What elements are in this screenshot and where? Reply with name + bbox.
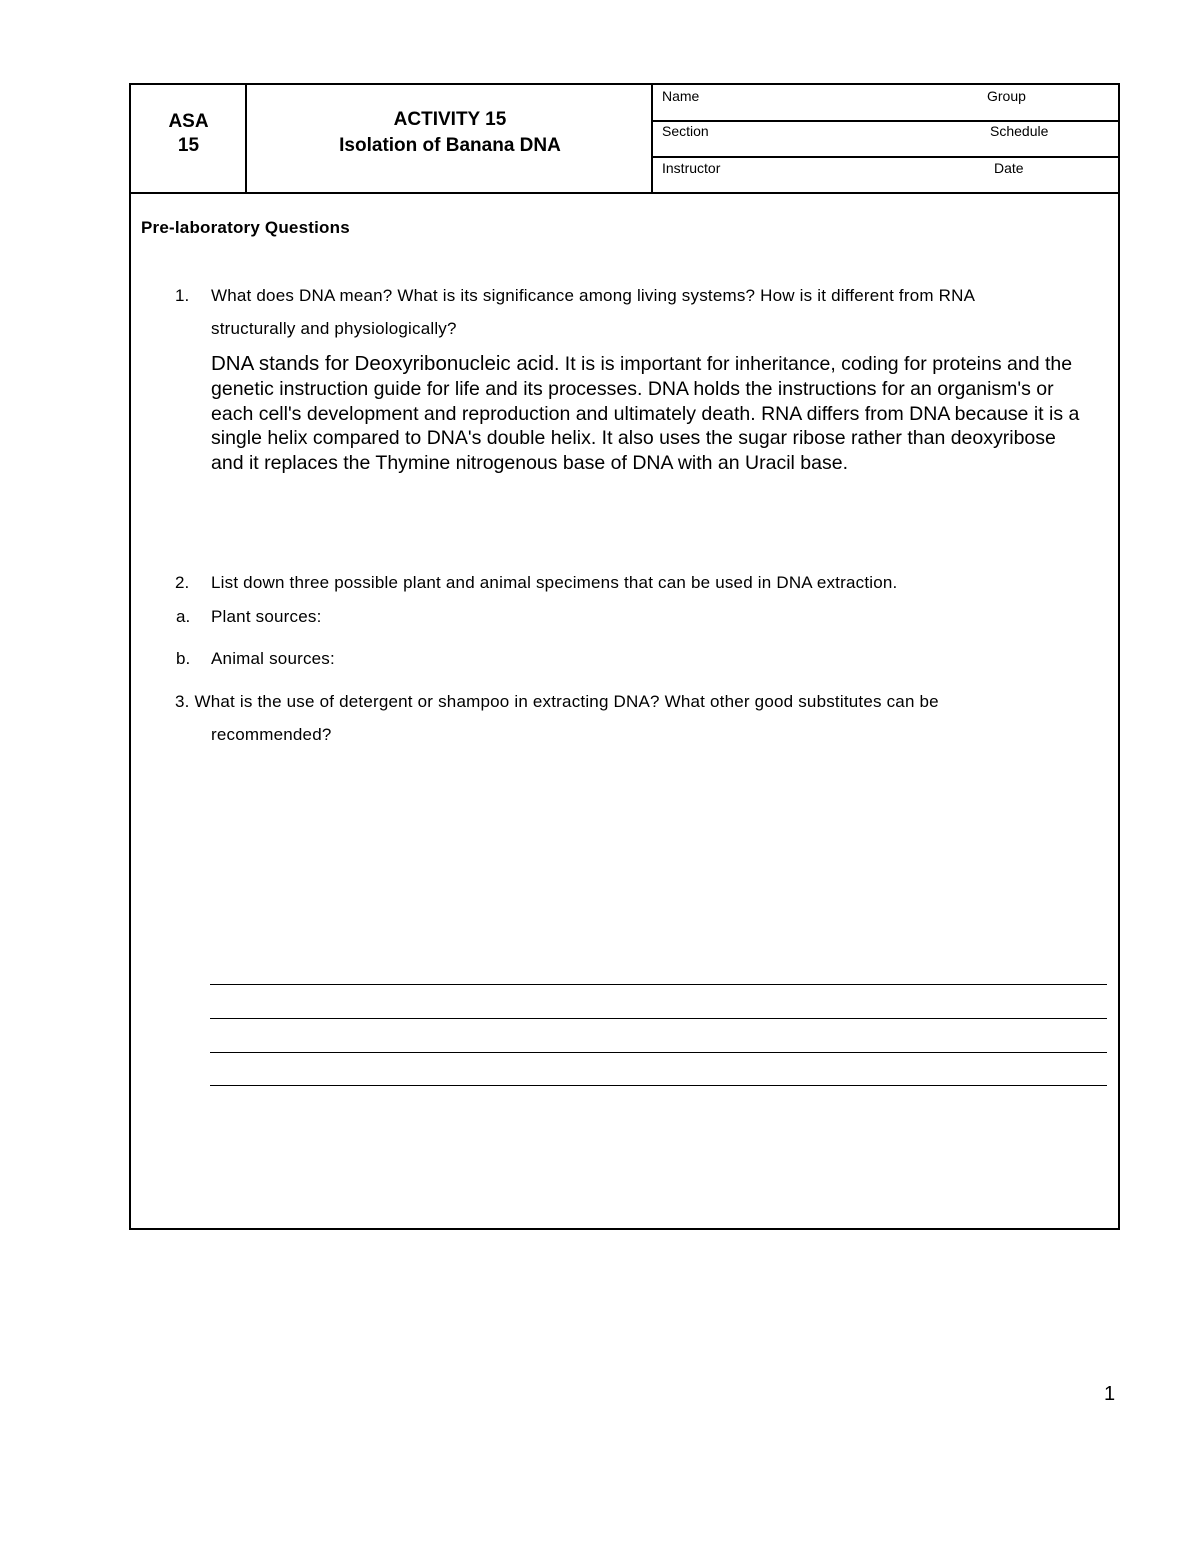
header-row-line-1 bbox=[652, 120, 1119, 122]
answer-1-lead: DNA stands for Deoxyribonucleic acid bbox=[211, 352, 554, 375]
answer-line[interactable] bbox=[210, 1052, 1107, 1053]
group-field-label[interactable]: Group bbox=[987, 88, 1026, 104]
question-2b-label: b. bbox=[176, 649, 191, 668]
page-number: 1 bbox=[1104, 1383, 1116, 1405]
question-1-line1: What does DNA mean? What is its significance among living systems? How is it different from RNA bbox=[211, 286, 976, 305]
activity-code-line2: 15 bbox=[177, 135, 200, 156]
name-field-label[interactable]: Name bbox=[662, 88, 700, 104]
activity-title bbox=[248, 107, 652, 159]
question-2b-text: Animal sources: bbox=[211, 649, 335, 668]
header-bottom-line bbox=[130, 192, 1119, 194]
activity-title-line2: Isolation of Banana DNA bbox=[339, 135, 561, 156]
question-3-line1: 3. What is the use of detergent or shampoo in extracting DNA? What other good substitutes can be bbox=[175, 692, 939, 711]
date-field-label[interactable]: Date bbox=[994, 160, 1024, 176]
question-1-number: 1. bbox=[175, 286, 190, 305]
question-3-line2: recommended? bbox=[211, 725, 332, 744]
header-row-line-2 bbox=[652, 156, 1119, 158]
activity-code bbox=[131, 110, 246, 158]
question-2a-text: Plant sources: bbox=[211, 607, 322, 626]
question-2a-label: a. bbox=[176, 607, 191, 626]
section-field-label[interactable]: Section bbox=[662, 123, 709, 139]
activity-code-line1: ASA bbox=[168, 111, 209, 132]
instructor-field-label[interactable]: Instructor bbox=[662, 160, 721, 176]
activity-title-line1: ACTIVITY 15 bbox=[393, 109, 507, 130]
answer-line[interactable] bbox=[210, 1085, 1107, 1086]
answer-line[interactable] bbox=[210, 984, 1107, 985]
answer-line[interactable] bbox=[210, 1018, 1107, 1019]
question-2-text: List down three possible plant and animal specimens that can be used in DNA extraction. bbox=[211, 573, 898, 592]
section-title: Pre-laboratory Questions bbox=[141, 218, 350, 237]
question-2-number: 2. bbox=[175, 573, 190, 592]
answer-1-rest: . It is is important for inheritance, coding for proteins and the genetic instruction guide for life and its processes. DNA holds the instructions for an organism's or each cell's development and reproduction and ultimately death. RNA differs from DNA because it is a single helix compared to DNA's double helix. It also uses the sugar ribose rather than deoxyribose and it replaces the Thymine nitrogenous base of DNA with an Uracil base. bbox=[211, 353, 1080, 475]
answer-1[interactable] bbox=[211, 352, 1091, 476]
schedule-field-label[interactable]: Schedule bbox=[990, 123, 1049, 139]
question-1-line2: structurally and physiologically? bbox=[211, 319, 457, 338]
